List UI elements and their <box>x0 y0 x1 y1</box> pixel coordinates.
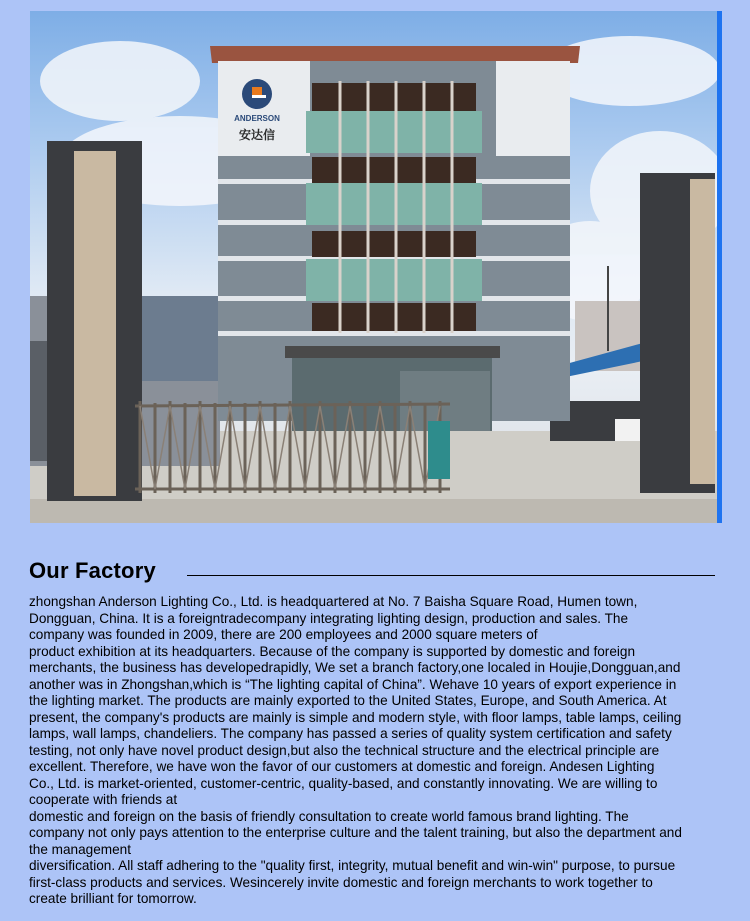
description-line: company not only pays attention to the enterprise culture and the talent training, but also the department and <box>29 825 682 840</box>
sign-chinese-text: 安达信 <box>238 128 276 142</box>
description-line: excellent. Therefore, we have won the favor of our customers at domestic and foreign. Andesen Lighting <box>29 759 655 774</box>
factory-photo-frame <box>30 11 722 523</box>
description-line: lamps, wall lamps, chandeliers. The company has passed a series of quality system certification and safety <box>29 726 672 741</box>
factory-photo <box>30 11 717 523</box>
section-title: Our Factory <box>29 558 156 583</box>
right-gate-pillar <box>640 173 715 493</box>
description-line: testing, not only have novel product design,but also the technical structure and the electrical principle are <box>29 742 660 758</box>
description-line: create brilliant for tomorrow. <box>29 891 197 906</box>
section-header <box>29 557 715 589</box>
left-gate-pillar <box>47 141 142 501</box>
description-line: the management <box>29 841 132 857</box>
description-line: Dongguan, China. It is a foreigntradecompany integrating lighting design, production and sales. The <box>29 610 629 626</box>
description-line: the lighting market. The products are mainly exported to the United States, Europe, and South America. At <box>29 693 667 708</box>
description-line: company was founded in 2009, there are 200 employees and 2000 square meters of <box>29 627 538 642</box>
description-line: cooperate with friends at <box>29 792 178 807</box>
gate-control-box <box>428 421 450 479</box>
description-line: present, the company's products are mainly is simple and modern style, with floor lamps, table lamps, ceiling <box>29 709 682 725</box>
description-line: Co., Ltd. is market-oriented, customer-centric, quality-based, and constantly innovating. We are willing to <box>29 775 658 791</box>
description-line: another was in Zhongshan,which is “The lighting capital of China”. Wehave 10 years of export experience in <box>29 676 677 692</box>
description-line: first-class products and services. Wesincerely invite domestic and foreign merchants to work together to <box>29 874 653 890</box>
description-line: diversification. All staff adhering to the "quality first, integrity, mutual benefit and win-win" purpose, to pursue <box>29 858 676 873</box>
section-divider <box>187 575 715 576</box>
company-description <box>29 594 709 908</box>
description-line: merchants, the business has developedrapidly, We set a branch factory,one localed in Houjie,Dongguan,and <box>29 660 681 675</box>
description-line: domestic and foreign on the basis of friendly consultation to create world famous brand lighting. The <box>29 808 629 824</box>
description-line: zhongshan Anderson Lighting Co., Ltd. is headquartered at No. 7 Baisha Square Road, Humen town, <box>29 594 638 609</box>
sign-brand-text: ANDERSON <box>234 114 280 123</box>
description-line: product exhibition at its headquarters. Because of the company is supported by domestic and foreign <box>29 643 636 659</box>
